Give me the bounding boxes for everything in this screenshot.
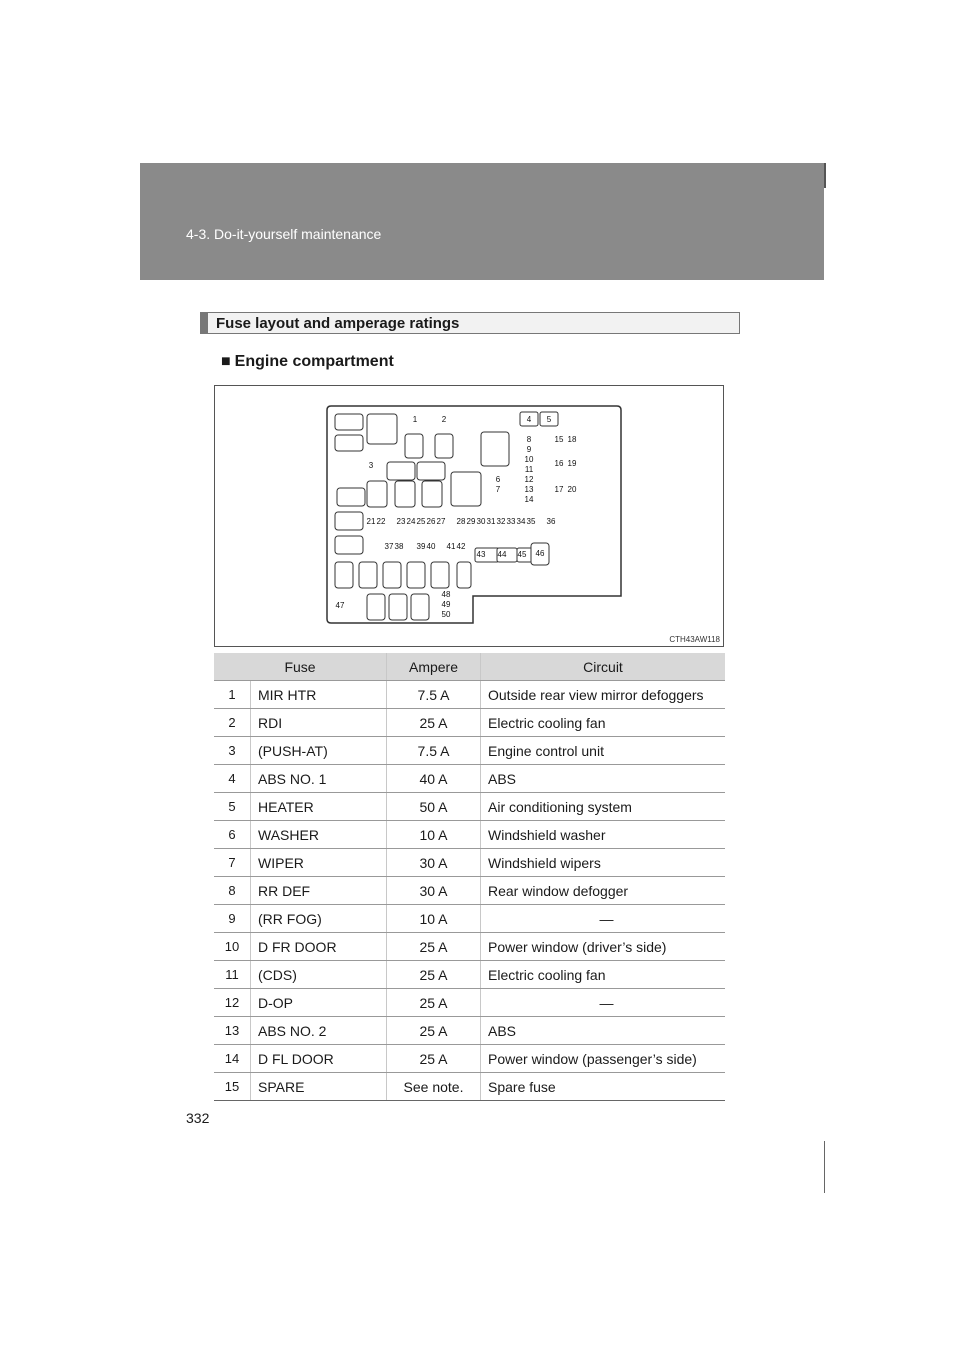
relay-block [411, 594, 429, 620]
subheading [221, 353, 394, 371]
fuse-number-label: 33 [506, 517, 516, 526]
fuse-ampere: 30 A [387, 849, 481, 877]
section-heading [200, 312, 740, 334]
fuse-circuit: Electric cooling fan [481, 961, 726, 989]
fuse-number-label: 42 [456, 542, 466, 551]
table-row [214, 737, 725, 765]
heading-accent-bar [201, 313, 208, 333]
relay-block [407, 562, 425, 588]
fuse-number-label: 15 [554, 435, 564, 444]
fuse-ampere: 30 A [387, 877, 481, 905]
fuse-circuit: Outside rear view mirror defoggers [481, 681, 726, 709]
table-row [214, 1017, 725, 1045]
fuse-number-label: 45 [517, 550, 527, 559]
fuse-circuit: Windshield wipers [481, 849, 726, 877]
table-row [214, 905, 725, 933]
relay-block [367, 594, 385, 620]
fuse-number-label: 3 [368, 461, 374, 470]
fuse-ampere: 10 A [387, 821, 481, 849]
fuse-ampere: 25 A [387, 933, 481, 961]
fuse-number-label: 4 [526, 415, 532, 424]
fuse-circuit: — [481, 905, 726, 933]
fuse-circuit: Windshield washer [481, 821, 726, 849]
table-row [214, 709, 725, 737]
fuse-number: 4 [214, 765, 251, 793]
fuse-number-label: 20 [567, 485, 577, 494]
table-row [214, 849, 725, 877]
fuse-number-label: 31 [486, 517, 496, 526]
relay-block [457, 562, 471, 588]
fuse-number-label: 29 [466, 517, 476, 526]
fuse-number-label: 34 [516, 517, 526, 526]
fuse-number: 3 [214, 737, 251, 765]
fuse-circuit: Power window (passenger’s side) [481, 1045, 726, 1073]
fuse-name: RR DEF [251, 877, 387, 905]
fuse-circuit: Air conditioning system [481, 793, 726, 821]
fuse-number-label: 41 [446, 542, 456, 551]
table-row [214, 765, 725, 793]
relay-block [405, 434, 423, 458]
fuse-number-label: 49 [441, 600, 451, 609]
fuse-number-label: 36 [546, 517, 556, 526]
fuse-number-label: 5 [546, 415, 552, 424]
fuse-name: HEATER [251, 793, 387, 821]
margin-mark [824, 1141, 825, 1193]
header-circuit: Circuit [481, 653, 726, 681]
fuse-name: (RR FOG) [251, 905, 387, 933]
fuse-circuit: Rear window defogger [481, 877, 726, 905]
fuse-name: RDI [251, 709, 387, 737]
fuse-circuit: — [481, 989, 726, 1017]
fuse-ampere: 7.5 A [387, 737, 481, 765]
fuse-circuit: Power window (driver’s side) [481, 933, 726, 961]
fuse-circuit: ABS [481, 765, 726, 793]
fuse-ampere: 7.5 A [387, 681, 481, 709]
fuse-number-label: 1 [412, 415, 418, 424]
fuse-number: 9 [214, 905, 251, 933]
fuse-number-label: 16 [554, 459, 564, 468]
relay-block [359, 562, 377, 588]
fuse-number-label: 23 [396, 517, 406, 526]
fuse-name: (PUSH-AT) [251, 737, 387, 765]
fuse-ampere: 25 A [387, 709, 481, 737]
fuse-number-label: 6 [495, 475, 501, 484]
fuse-number-label: 32 [496, 517, 506, 526]
fuse-name: D-OP [251, 989, 387, 1017]
fuse-name: ABS NO. 1 [251, 765, 387, 793]
fuse-circuit: Engine control unit [481, 737, 726, 765]
fuse-number-label: 13 [524, 485, 534, 494]
fuse-number-label: 37 [384, 542, 394, 551]
heading-text: Fuse layout and amperage ratings [216, 315, 460, 332]
relay-block [395, 481, 415, 507]
relay-block [417, 462, 445, 480]
section-title: 4-3. Do-it-yourself maintenance [186, 226, 382, 242]
table-row [214, 793, 725, 821]
fuse-number-label: 27 [436, 517, 446, 526]
relay-block [389, 594, 407, 620]
fuse-number-label: 12 [524, 475, 534, 484]
fuse-number-label: 21 [366, 517, 376, 526]
fuse-number-label: 8 [526, 435, 532, 444]
fuse-number-label: 28 [456, 517, 466, 526]
fuse-name: WASHER [251, 821, 387, 849]
fuse-number-label: 17 [554, 485, 564, 494]
fuse-number-label: 2 [441, 415, 447, 424]
fuse-number-label: 40 [426, 542, 436, 551]
relay-block [451, 472, 481, 506]
subheading-text: Engine compartment [234, 353, 394, 370]
table-row [214, 961, 725, 989]
fuse-ampere: 40 A [387, 765, 481, 793]
fuse-number-label: 25 [416, 517, 426, 526]
fuse-number-label: 10 [524, 455, 534, 464]
fuse-name: WIPER [251, 849, 387, 877]
fuse-number-label: 35 [526, 517, 536, 526]
fuse-ampere: 25 A [387, 1045, 481, 1073]
fuse-number-label: 14 [524, 495, 534, 504]
fuse-number-label: 47 [335, 601, 345, 610]
fuse-name: SPARE [251, 1073, 387, 1101]
fuse-ampere: 25 A [387, 1017, 481, 1045]
fuse-number-label: 9 [526, 445, 532, 454]
fuse-number-label: 44 [497, 550, 507, 559]
fuse-number: 2 [214, 709, 251, 737]
fuse-number: 8 [214, 877, 251, 905]
bullet-icon: ■ [221, 353, 231, 370]
fuse-number: 7 [214, 849, 251, 877]
fuse-number-label: 18 [567, 435, 577, 444]
fuse-number-label: 39 [416, 542, 426, 551]
fuse-number-label: 22 [376, 517, 386, 526]
fuse-blocks [335, 412, 558, 620]
header-corner-mark [824, 163, 826, 188]
fuse-number-label: 26 [426, 517, 436, 526]
fuse-ampere: 25 A [387, 961, 481, 989]
fuse-number: 15 [214, 1073, 251, 1101]
relay-block [367, 481, 387, 507]
fuse-number: 11 [214, 961, 251, 989]
relay-block [335, 536, 363, 554]
fuse-box-diagram [214, 385, 724, 647]
fuse-circuit: Spare fuse [481, 1073, 726, 1101]
fuse-name: D FL DOOR [251, 1045, 387, 1073]
relay-block [335, 435, 363, 451]
fuse-ampere: 50 A [387, 793, 481, 821]
fuse-ampere: 10 A [387, 905, 481, 933]
fuse-number-label: 30 [476, 517, 486, 526]
fuse-number-label: 38 [394, 542, 404, 551]
fuse-box-drawing [215, 386, 723, 646]
table-row [214, 1073, 725, 1101]
fuse-number-label: 19 [567, 459, 577, 468]
table-row [214, 821, 725, 849]
table-row [214, 877, 725, 905]
relay-block [422, 481, 442, 507]
relay-block [335, 512, 363, 530]
fuse-number-label: 7 [495, 485, 501, 494]
page-number: 332 [186, 1110, 210, 1126]
table-row [214, 1045, 725, 1073]
fuse-number: 12 [214, 989, 251, 1017]
fuse-name: MIR HTR [251, 681, 387, 709]
relay-block [431, 562, 449, 588]
fuse-circuit: Electric cooling fan [481, 709, 726, 737]
fuse-number-label: 24 [406, 517, 416, 526]
relay-block [335, 414, 363, 430]
relay-block [335, 562, 353, 588]
table-row [214, 989, 725, 1017]
table-row [214, 681, 725, 709]
fuse-number-label: 43 [476, 550, 486, 559]
fuse-number: 14 [214, 1045, 251, 1073]
fuse-circuit: ABS [481, 1017, 726, 1045]
fuse-name: D FR DOOR [251, 933, 387, 961]
relay-block [337, 488, 365, 506]
fuse-number: 10 [214, 933, 251, 961]
relay-block [367, 414, 397, 444]
fuse-table [214, 653, 725, 1101]
fuse-ampere: See note. [387, 1073, 481, 1101]
fuse-name: (CDS) [251, 961, 387, 989]
fuse-name: ABS NO. 2 [251, 1017, 387, 1045]
relay-block [383, 562, 401, 588]
fuse-number: 5 [214, 793, 251, 821]
fuse-ampere: 25 A [387, 989, 481, 1017]
table-header-row [214, 653, 725, 681]
fuse-number: 6 [214, 821, 251, 849]
fuse-number-label: 48 [441, 590, 451, 599]
fuse-number-label: 50 [441, 610, 451, 619]
fuse-number: 1 [214, 681, 251, 709]
relay-block [481, 432, 509, 466]
table-row [214, 933, 725, 961]
header-fuse: Fuse [214, 653, 387, 681]
header-band [140, 163, 824, 280]
fuse-number-label: 11 [524, 465, 534, 474]
fuse-number-label: 46 [535, 549, 545, 558]
relay-block [435, 434, 453, 458]
header-ampere: Ampere [387, 653, 481, 681]
fuse-number: 13 [214, 1017, 251, 1045]
relay-block [387, 462, 415, 480]
diagram-code: CTH43AW118 [669, 635, 720, 644]
